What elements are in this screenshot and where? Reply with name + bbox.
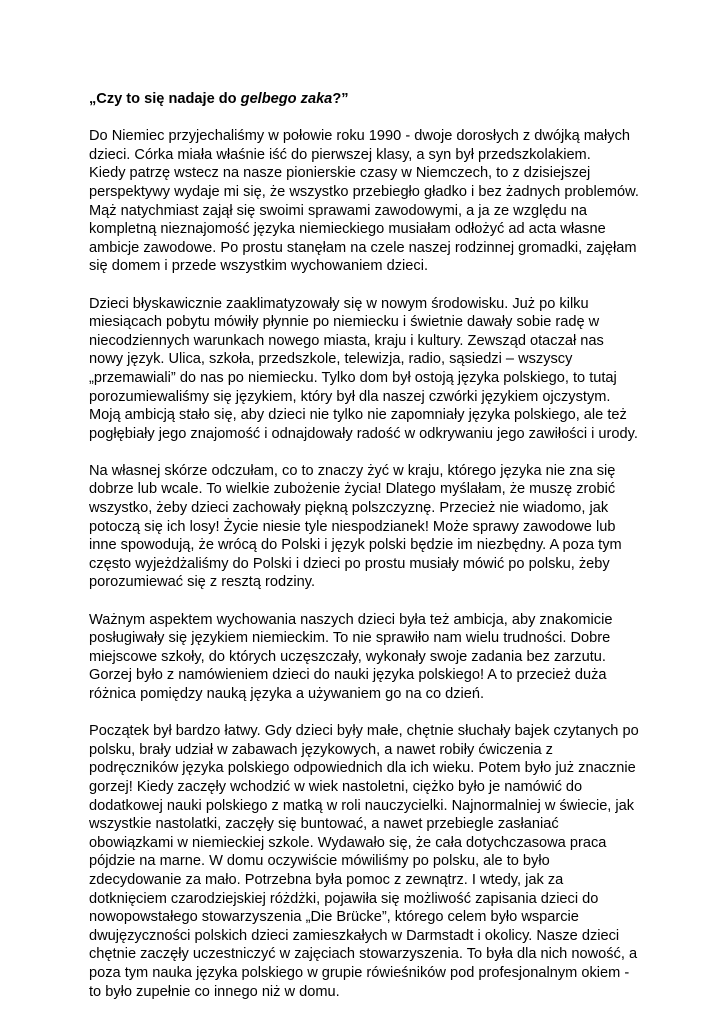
paragraph-line: kompletną nieznajomość języka niemieckiego musiałam odłożyć ad acta własne	[89, 221, 606, 238]
paragraph-line: miesiącach pobytu mówiły płynnie po niemiecku i świetnie dawały sobie radę w	[89, 314, 600, 331]
paragraph-line: dwujęzyczności polskich dzieci zamieszkałych w Darmstadt i okolicy. Nasze dzieci	[89, 927, 620, 944]
paragraph-line: zdecydowanie za mało. Potrzebna była pomoc z zewnątrz. I wtedy, jak za	[89, 871, 564, 888]
paragraph-line: dotknięciem czarodziejskiej różdżki, pojawiła się możliwość zapisania dzieci do	[89, 890, 599, 907]
paragraph-line: inne spowodują, że wrócą do Polski i język polski będzie im niezbędny. A poza tym	[89, 537, 622, 554]
paragraph-line: chętnie zaczęły uczestniczyć w zajęciach stowarzyszenia. To była dla nich nowość, a	[89, 946, 638, 963]
paragraph-line: nowopowstałego stowarzyszenia „Die Brücke”, którego celem było wsparcie	[89, 909, 579, 926]
paragraph-line: wszystko, żeby dzieci zachowały piękną polszczyznę. Przecież nie wiadomo, jak	[89, 500, 609, 517]
paragraph-line: dobrze lub wcale. To wielkie zubożenie życia! Dlatego myślałam, że muszę zrobić	[89, 481, 616, 498]
paragraph-line: pogłębiały jego znajomość i odnajdowały radość w odkrywaniu jego zawiłości i urody.	[89, 425, 638, 442]
paragraph-line: Kiedy patrzę wstecz na nasze pionierskie czasy w Niemczech, to z dzisiejszej	[89, 165, 591, 182]
paragraph-line: różnica pomiędzy nauką języka a używaniem go na co dzień.	[89, 686, 485, 702]
paragraph-line: polsku, brały udział w zabawach językowych, a nawet robiły ćwiczenia z	[89, 741, 553, 758]
paragraph	[89, 295, 649, 444]
paragraph-line: Do Niemiec przyjechaliśmy w połowie roku 1990 - dwoje dorosłych z dwójką małych	[89, 128, 630, 145]
paragraph	[89, 722, 649, 1001]
paragraph-line: Dzieci błyskawicznie zaaklimatyzowały się w nowym środowisku. Już po kilku	[89, 295, 589, 312]
paragraph-line: często wyjeżdżaliśmy do Polski i dzieci po prostu musiały mówić po polsku, żeby	[89, 555, 610, 572]
paragraph-line: nowy język. Ulica, szkoła, przedszkole, telewizja, radio, sąsiedzi – wszyscy	[89, 351, 573, 368]
document-title	[89, 90, 649, 109]
paragraph-line: to było zupełnie co innego niż w domu.	[89, 983, 340, 1000]
paragraph-line: Moją ambicją stało się, aby dzieci nie tylko nie zapomniały języka polskiego, ale też	[89, 407, 627, 424]
title-suffix: ?”	[332, 91, 349, 107]
paragraph-line: miejscowe szkoły, do których uczęszczały, wykonały swoje zadania bez zarzutu.	[89, 648, 606, 665]
paragraph	[89, 127, 649, 276]
title-italic: gelbego zaka	[240, 91, 333, 107]
paragraph-line: gorzej! Kiedy zaczęły wchodzić w wiek nastoletni, ciężko było je namówić do	[89, 778, 583, 795]
document-body	[89, 90, 649, 1020]
paragraph-line: „przemawiali” do nas po niemiecku. Tylko dom był ostoją języka polskiego, to tutaj	[89, 369, 617, 386]
paragraph-line: obowiązkami w niemieckiej szkole. Wydawało się, że cała dotychczasowa praca	[89, 834, 607, 851]
paragraph-line: porozumiewaliśmy się językiem, który był dla naszej czwórki językiem ojczystym.	[89, 388, 611, 405]
paragraph-line: poza tym nauka języka polskiego w grupie rówieśników pod profesjonalnym okiem -	[89, 964, 630, 981]
paragraph-line: posługiwały się językiem niemieckim. To nie sprawiło nam wielu trudności. Dobre	[89, 630, 611, 647]
paragraph-line: podręczników języka polskiego odpowiednich dla ich wieku. Potem było już znacznie	[89, 760, 636, 777]
paragraph-line: Początek był bardzo łatwy. Gdy dzieci były małe, chętnie słuchały bajek czytanych po	[89, 723, 639, 740]
paragraph-line: niecodziennych warunkach nowego miasta, kraju i kultury. Zewsząd otaczał nas	[89, 332, 604, 349]
paragraph-line: potoczą się ich losy! Życie niesie tyle niespodzianek! Może sprawy zawodowe lub	[89, 518, 616, 535]
paragraph	[89, 462, 649, 592]
title-prefix: „Czy to się nadaje do	[89, 91, 241, 107]
paragraphs	[89, 127, 649, 1001]
paragraph-line: wszystkie nastolatki, zaczęły się buntować, a nawet przebiegle zasłaniać	[89, 816, 559, 833]
paragraph-line: Gorzej było z namówieniem dzieci do nauki języka polskiego! A to przecież duża	[89, 667, 607, 684]
paragraph-line: Na własnej skórze odczułam, co to znaczy żyć w kraju, którego języka nie zna się	[89, 462, 616, 479]
paragraph-line: pójdzie na marne. W domu oczywiście mówiliśmy po polsku, ale to było	[89, 853, 550, 870]
paragraph-line: Mąż natychmiast zajął się swoimi sprawami zawodowymi, a ja ze względu na	[89, 202, 587, 219]
paragraph-line: się domem i przede wszystkim wychowaniem dzieci.	[89, 258, 429, 275]
paragraph-line: porozumiewać się z resztą rodziny.	[89, 574, 316, 591]
paragraph-line: dzieci. Córka miała właśnie iść do pierwszej klasy, a syn był przedszkolakiem.	[89, 146, 591, 163]
paragraph-line: ambicje zawodowe. Po prostu stanęłam na czele naszej rodzinnej gromadki, zajęłam	[89, 239, 637, 256]
paragraph-line: Ważnym aspektem wychowania naszych dzieci była też ambicja, aby znakomicie	[89, 611, 613, 628]
paragraph-line: dodatkowej nauki polskiego z matką w roli nauczycielki. Najnormalniej w świecie, jak	[89, 797, 635, 814]
paragraph-line: perspektywy wydaje mi się, że wszystko przebiegło gładko i bez żadnych problemów.	[89, 183, 639, 200]
paragraph	[89, 611, 649, 704]
